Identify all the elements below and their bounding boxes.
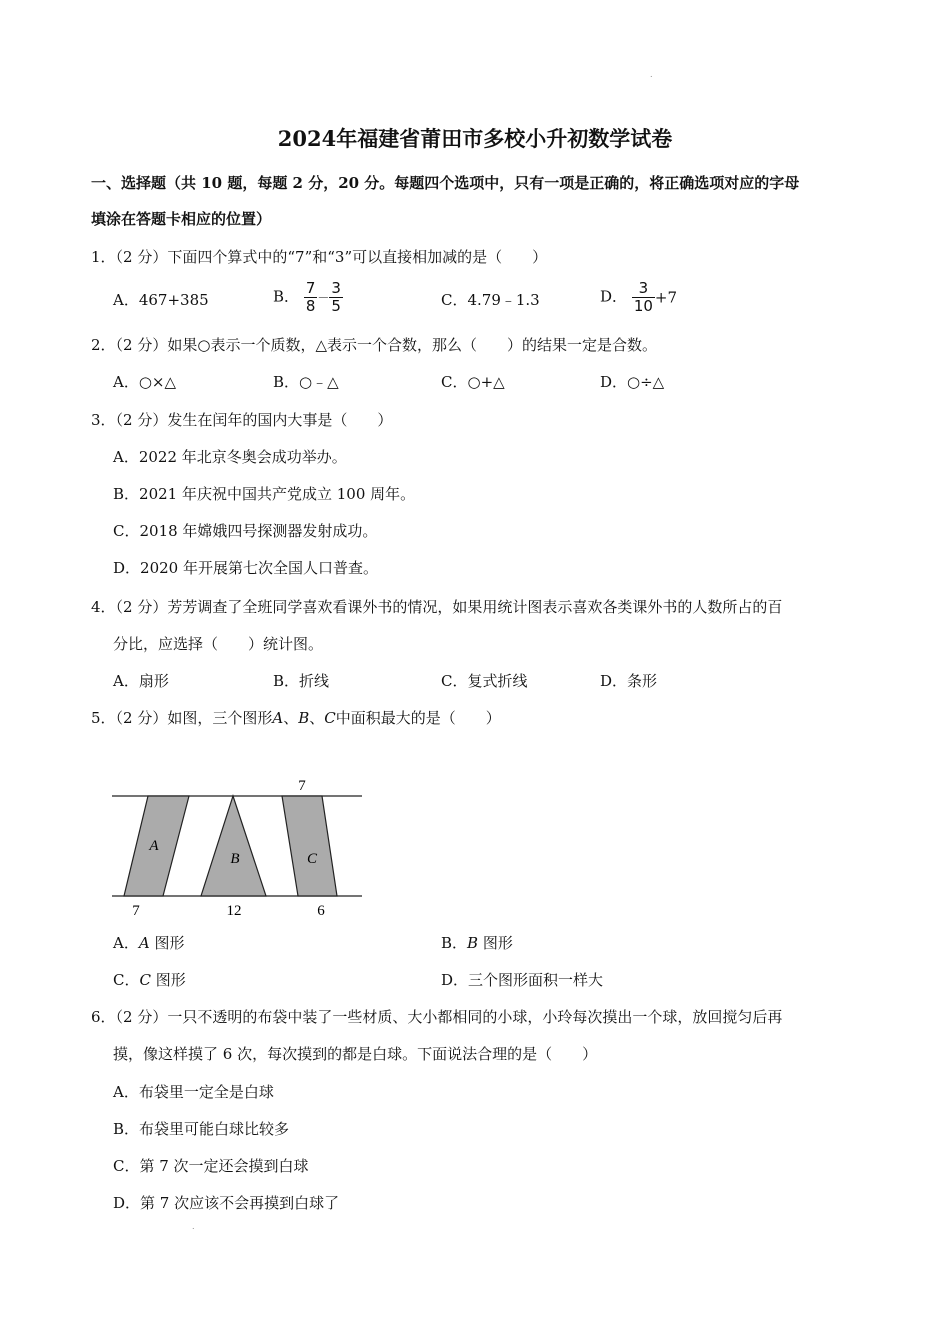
- q1-stem: 1．（2 分）下面四个算式中的“7”和“3”可以直接相加减的是（ ）: [91, 248, 548, 266]
- q4-option-a: A．扇形: [113, 672, 169, 690]
- shape-c-label: C: [306, 851, 318, 867]
- q6-option-c: C．第 7 次一定还会摸到白球: [113, 1157, 309, 1175]
- q5-option-c-it: C: [139, 971, 151, 989]
- q3-option-b: B．2021 年庆祝中国共产党成立 100 周年。: [113, 485, 416, 503]
- fraction-numerator: 3: [632, 280, 655, 298]
- q6-option-d: D．第 7 次应该不会再摸到白球了: [113, 1194, 340, 1212]
- q1-option-d: [600, 280, 677, 315]
- q5-option-b: [441, 932, 513, 953]
- q5-stem: [91, 707, 501, 728]
- q6-option-b: B．布袋里可能白球比较多: [113, 1120, 290, 1138]
- q2-option-d: D．○÷△: [600, 373, 665, 391]
- q5-option-a-pre: A．: [113, 934, 139, 952]
- q5-option-c-post: 图形: [150, 971, 186, 989]
- fraction-denominator: 10: [633, 297, 653, 315]
- q5-stem-a: A: [272, 709, 284, 727]
- scan-dot: .: [650, 70, 653, 79]
- fraction-denominator: 5: [331, 297, 341, 315]
- q1-option-d-fraction: [632, 280, 655, 315]
- q3-option-d: D．2020 年开展第七次全国人口普查。: [113, 559, 378, 577]
- q1-option-a: A．467+385: [113, 291, 209, 309]
- q5-option-b-pre: B．: [441, 934, 468, 952]
- q5-stem-c: C: [324, 709, 336, 727]
- shape-b-triangle: [201, 796, 266, 896]
- q5-option-b-it: B: [467, 934, 479, 952]
- shape-c-trapezoid: [282, 796, 337, 896]
- q4-stem-line2: 分比，应选择（ ）统计图。: [113, 635, 324, 653]
- q5-option-a-it: A: [138, 934, 150, 952]
- fraction-numerator: 7: [305, 279, 316, 297]
- section-heading-line1: 一、选择题（共 10 题，每题 2 分，20 分。每题四个选项中，只有一项是正确的，将正确选项对应的字母: [91, 174, 800, 192]
- q1-option-b-operator: －: [317, 291, 330, 305]
- q6-stem-line1: 6．（2 分）一只不透明的布袋中装了一些材质、大小都相同的小球，小玲每次摸出一个球，放回搅匀后再: [91, 1008, 783, 1026]
- q1-option-d-label: D．: [600, 287, 628, 306]
- q2-option-c: C．○+△: [441, 373, 505, 391]
- fraction-numerator: 3: [331, 279, 341, 297]
- q1-option-d-tail: +7: [654, 288, 678, 307]
- q5-stem-sep1: 、: [283, 709, 299, 727]
- q5-stem-b: B: [298, 709, 310, 727]
- q3-stem: 3．（2 分）发生在闰年的国内大事是（ ）: [91, 411, 393, 429]
- section-heading-line2: 填涂在答题卡相应的位置）: [91, 210, 272, 228]
- q5-stem-pre: 5．（2 分）如图，三个图形: [91, 709, 273, 727]
- scan-dot: .: [192, 1222, 195, 1231]
- q4-option-c: C．复式折线: [441, 672, 528, 690]
- q5-figure: [100, 770, 380, 925]
- q5-option-d: D．三个图形面积一样大: [441, 971, 604, 989]
- bottom-length-b-label: 12: [226, 903, 242, 919]
- q5-option-a-post: 图形: [149, 934, 185, 952]
- q5-stem-sep2: 、: [309, 709, 325, 727]
- q2-option-a: A．○×△: [113, 373, 177, 391]
- q4-stem-line1: 4．（2 分）芳芳调查了全班同学喜欢看课外书的情况，如果用统计图表示喜欢各类课外书的人数所占的百: [91, 598, 783, 616]
- q5-option-b-post: 图形: [478, 934, 513, 952]
- shape-a-label: A: [149, 838, 159, 854]
- q5-option-a: [113, 932, 184, 953]
- q2-stem: 2．（2 分）如果○表示一个质数，△表示一个合数，那么（ ）的结果一定是合数。: [91, 336, 657, 354]
- shape-b-label: B: [230, 851, 240, 867]
- page-title: 2024年福建省莆田市多校小升初数学试卷: [277, 126, 673, 151]
- q4-option-d: D．条形: [600, 672, 658, 690]
- q1-option-b-fraction-2: [329, 280, 343, 315]
- q5-stem-post: 中面积最大的是（ ）: [335, 709, 501, 727]
- q2-option-b: B．○﹣△: [273, 373, 339, 391]
- top-length-label: 7: [298, 778, 306, 794]
- fraction-denominator: 8: [305, 297, 316, 315]
- q3-option-c: C．2018 年嫦娥四号探测器发射成功。: [113, 522, 378, 540]
- bottom-length-a-label: 7: [132, 903, 140, 919]
- q1-option-b-fraction-1: [304, 280, 318, 315]
- q5-option-c-pre: C．: [113, 971, 140, 989]
- q5-option-c: [113, 969, 186, 990]
- q4-option-b: B．折线: [273, 672, 330, 690]
- q1-option-c: C．4.79﹣1.3: [441, 291, 540, 309]
- q1-option-b-label: B．: [273, 287, 300, 306]
- q6-option-a: A．布袋里一定全是白球: [113, 1083, 274, 1101]
- q3-option-a: A．2022 年北京冬奥会成功举办。: [113, 448, 347, 466]
- bottom-length-c-label: 6: [317, 903, 325, 919]
- q1-option-b: [273, 280, 343, 315]
- q6-stem-line2: 摸，像这样摸了 6 次，每次摸到的都是白球。下面说法合理的是（ ）: [113, 1045, 598, 1063]
